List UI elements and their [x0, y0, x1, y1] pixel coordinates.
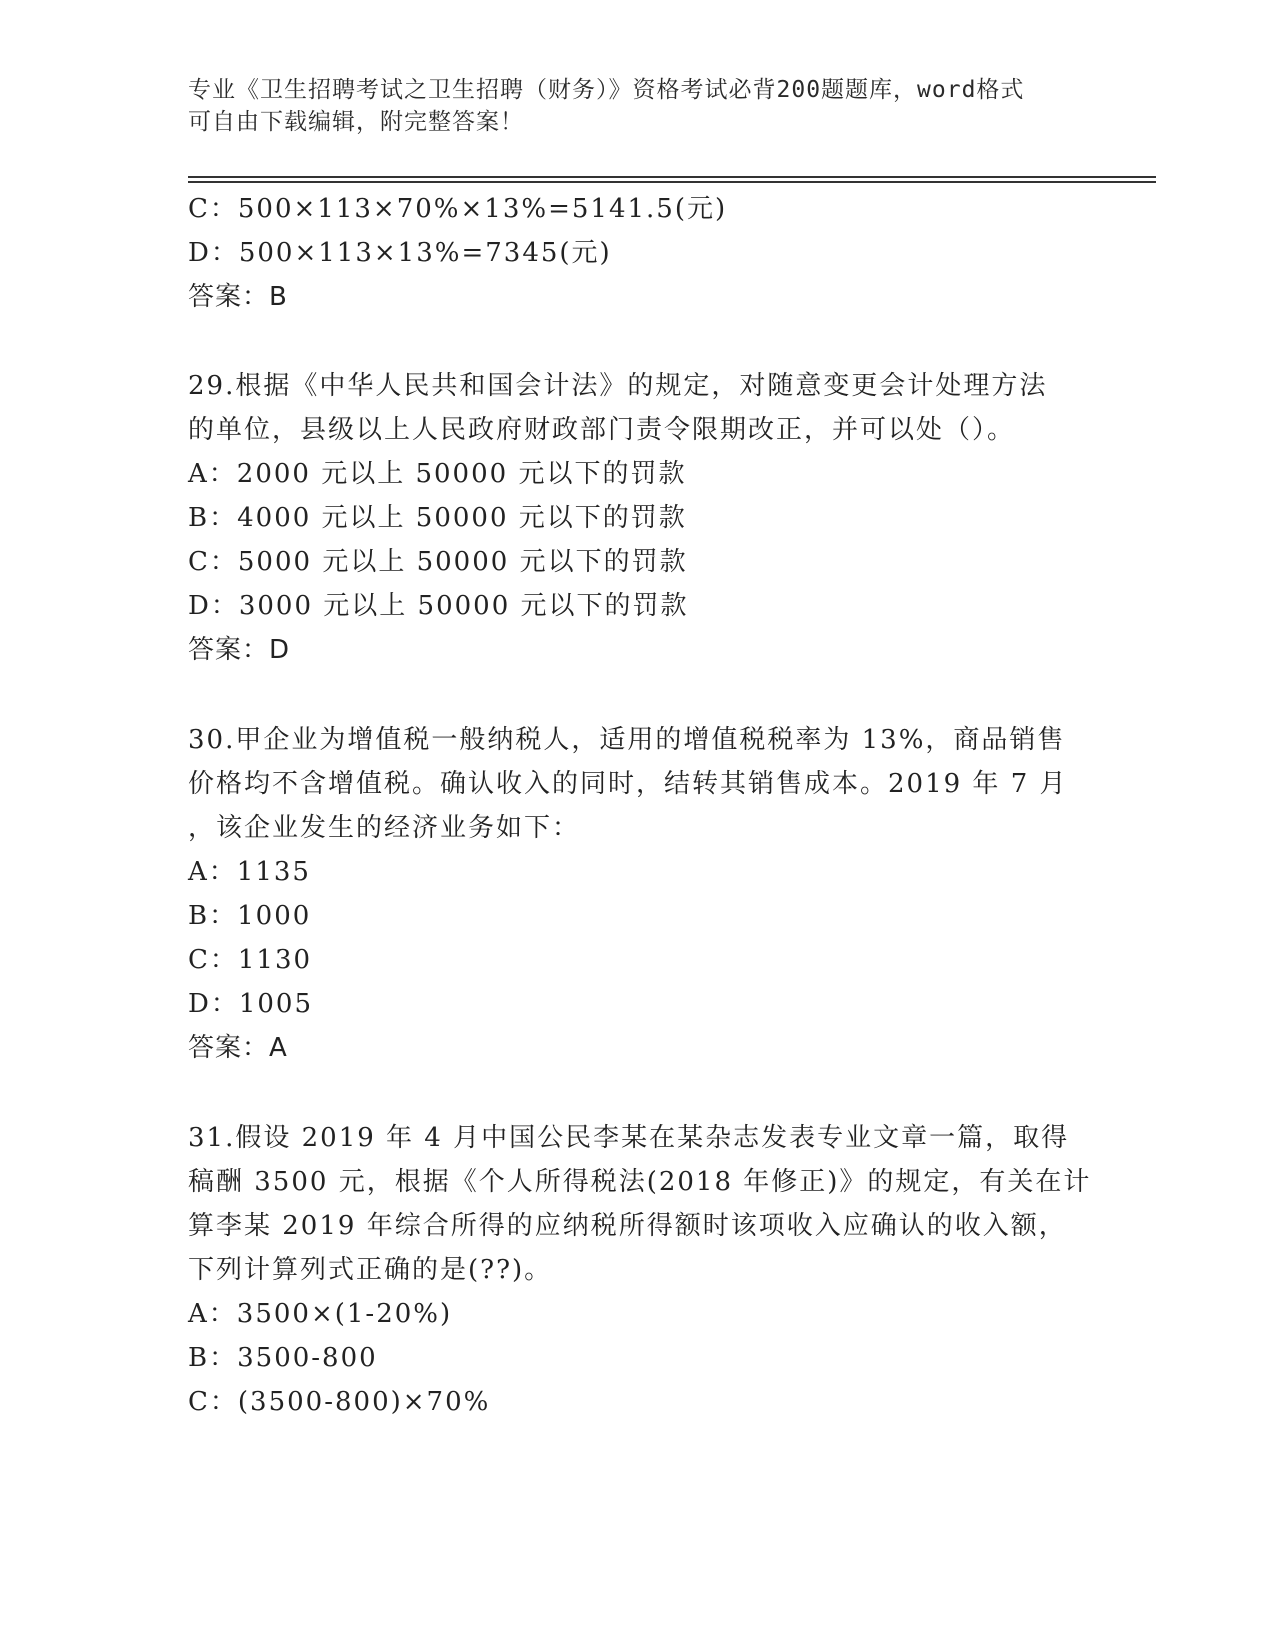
q29-stem-line-2: 的单位，县级以上人民政府财政部门责令限期改正，并可以处（）。 — [188, 415, 1016, 445]
q29-answer: 答案：D — [188, 635, 291, 665]
q29-option-c: C：5000 元以上 50000 元以下的罚款 — [188, 547, 688, 577]
q30-option-c: C：1130 — [188, 945, 313, 975]
prev-answer: 答案：B — [188, 282, 288, 312]
q31-stem-line-4: 下列计算列式正确的是(??)。 — [188, 1255, 553, 1285]
header-divider — [188, 176, 1156, 178]
q31-stem-line-1: 31.假设 2019 年 4 月中国公民李某在某杂志发表专业文章一篇，取得 — [188, 1123, 1070, 1153]
q30-stem-line-1: 30.甲企业为增值税一般纳税人，适用的增值税税率为 13%，商品销售 — [188, 725, 1066, 755]
q30-option-a: A：1135 — [188, 857, 311, 887]
q29-option-d: D：3000 元以上 50000 元以下的罚款 — [188, 591, 689, 621]
q31-option-b: B：3500-800 — [188, 1343, 378, 1373]
q29-option-b: B：4000 元以上 50000 元以下的罚款 — [188, 503, 687, 533]
header-title-line-1: 专业《卫生招聘考试之卫生招聘（财务）》资格考试必背200题题库，word格式 — [188, 77, 1025, 103]
q31-stem-line-2: 稿酬 3500 元，根据《个人所得税法(2018 年修正)》的规定，有关在计 — [188, 1167, 1092, 1197]
prev-option-d: D：500×113×13%=7345(元) — [188, 238, 612, 268]
q30-stem-line-3: ，该企业发生的经济业务如下： — [188, 813, 581, 843]
q30-option-b: B：1000 — [188, 901, 312, 931]
q29-option-a: A：2000 元以上 50000 元以下的罚款 — [188, 459, 687, 489]
q31-option-c: C：(3500-800)×70% — [188, 1387, 491, 1417]
q31-stem-line-3: 算李某 2019 年综合所得的应纳税所得额时该项收入应确认的收入额， — [188, 1211, 1067, 1241]
q29-stem-line-1: 29.根据《中华人民共和国会计法》的规定，对随意变更会计处理方法 — [188, 371, 1048, 401]
prev-option-c: C：500×113×70%×13%=5141.5(元) — [188, 194, 728, 224]
header-title-line-2: 可自由下载编辑，附完整答案！ — [188, 109, 524, 135]
q30-stem-line-2: 价格均不含增值税。确认收入的同时，结转其销售成本。2019 年 7 月 — [188, 769, 1068, 799]
q30-option-d: D：1005 — [188, 989, 314, 1019]
q30-answer: 答案：A — [188, 1033, 288, 1063]
document-header — [188, 74, 1088, 138]
header-divider-double — [188, 181, 1156, 183]
q31-option-a: A：3500×(1-20%) — [188, 1299, 453, 1329]
